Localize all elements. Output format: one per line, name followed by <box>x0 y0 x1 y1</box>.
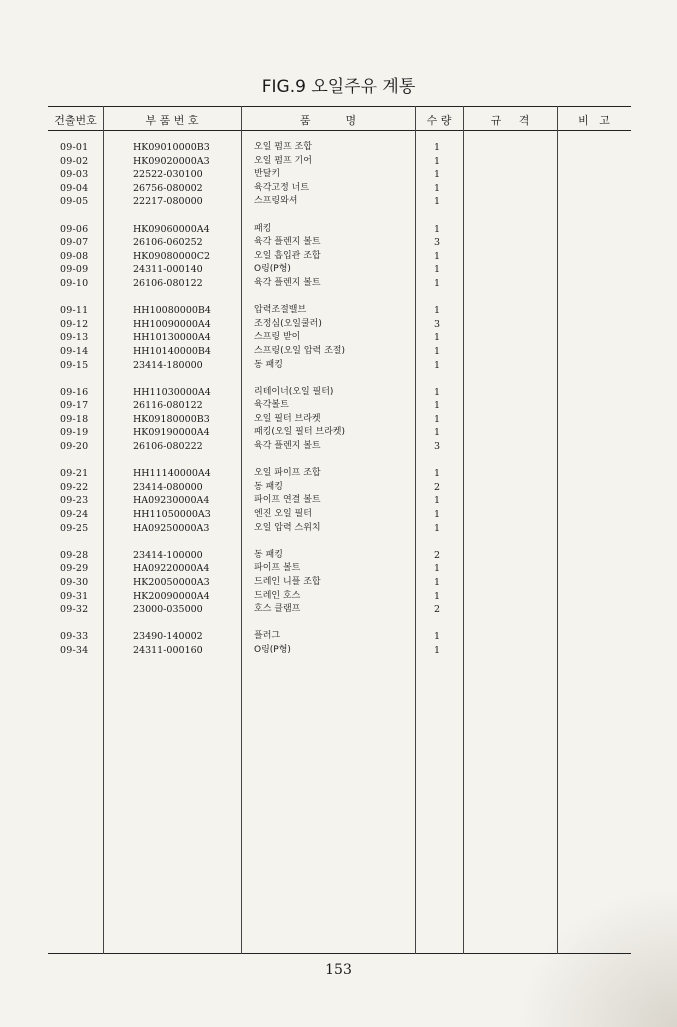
cell-part-name: 엔진 오일 필터 <box>254 509 312 520</box>
cell-part-name: 압력조절밸브 <box>254 305 307 316</box>
cell-item-no: 09-25 <box>60 522 89 534</box>
cell-part-name: 스프링 받이 <box>254 332 301 343</box>
table-row <box>48 155 631 169</box>
table-row <box>48 399 631 413</box>
table-row <box>48 494 631 508</box>
table-row <box>48 168 631 182</box>
header-qty: 수 량 <box>426 114 452 127</box>
cell-item-no: 09-12 <box>60 318 89 330</box>
cell-qty: 2 <box>433 549 441 561</box>
cell-part-no: HK09060000A4 <box>133 223 210 235</box>
cell-part-no: HK09180000B3 <box>133 413 210 425</box>
cell-part-no: HH11030000A4 <box>133 386 211 398</box>
cell-part-no: HK09010000B3 <box>133 142 210 153</box>
parts-table <box>48 106 631 954</box>
cell-qty: 1 <box>433 563 441 575</box>
cell-part-no: 24311-000160 <box>133 644 203 656</box>
cell-qty: 1 <box>433 522 441 534</box>
cell-part-name: 리테이너(오일 필터) <box>254 386 334 397</box>
cell-qty: 1 <box>433 400 441 412</box>
cell-qty: 1 <box>433 196 441 208</box>
cell-item-no: 09-30 <box>60 577 89 588</box>
cell-qty: 1 <box>433 182 441 194</box>
cell-part-name: 동 패킹 <box>254 359 283 370</box>
cell-item-no: 09-24 <box>60 509 89 521</box>
cell-item-no: 09-11 <box>60 305 89 317</box>
table-row <box>48 426 631 440</box>
cell-part-no: 26116-080122 <box>133 400 203 412</box>
cell-part-no: HK20090000A4 <box>133 590 210 602</box>
cell-part-no: HK09190000A4 <box>133 427 210 439</box>
cell-item-no: 09-19 <box>60 427 89 439</box>
table-row <box>48 386 631 400</box>
cell-part-name: 스프링와셔 <box>254 196 298 207</box>
cell-part-no: HA09220000A4 <box>133 563 210 575</box>
table-row <box>48 467 631 481</box>
table-row <box>48 481 631 495</box>
cell-item-no: 09-23 <box>60 495 89 507</box>
table-row <box>48 182 631 196</box>
cell-qty: 1 <box>433 277 441 289</box>
cell-item-no: 09-31 <box>60 590 89 602</box>
cell-qty: 3 <box>433 237 441 249</box>
cell-item-no: 09-13 <box>60 332 89 344</box>
table-row <box>48 263 631 277</box>
table-bottom-rule <box>48 953 631 954</box>
cell-qty: 1 <box>433 169 441 181</box>
cell-qty: 3 <box>433 318 441 330</box>
cell-part-name: 스프링(오일 압력 조절) <box>254 345 345 356</box>
cell-part-name: 육각볼트 <box>254 400 289 411</box>
cell-part-name: 오일 펌프 기어 <box>254 155 312 166</box>
cell-part-no: HH11140000A4 <box>133 468 211 480</box>
table-header-rule <box>48 130 631 131</box>
table-row <box>48 318 631 332</box>
cell-part-name: 육각고정 너트 <box>254 182 310 193</box>
cell-item-no: 09-06 <box>60 223 89 235</box>
cell-part-name: 오일 펌프 조합 <box>254 142 312 152</box>
cell-part-no: 26106-080122 <box>133 277 203 289</box>
table-row <box>48 549 631 563</box>
table-row <box>48 236 631 250</box>
cell-qty: 1 <box>433 468 441 480</box>
table-row <box>48 590 631 604</box>
cell-qty: 1 <box>433 305 441 317</box>
cell-item-no: 09-01 <box>60 142 89 153</box>
header-no: 건출번호 <box>54 114 97 127</box>
cell-item-no: 09-34 <box>60 644 89 656</box>
cell-item-no: 09-16 <box>60 386 89 398</box>
cell-qty: 1 <box>433 250 441 262</box>
cell-item-no: 09-09 <box>60 264 89 276</box>
cell-qty: 1 <box>433 427 441 439</box>
cell-item-no: 09-29 <box>60 563 89 575</box>
cell-part-name: O링(P형) <box>254 644 291 655</box>
cell-qty: 1 <box>433 495 441 507</box>
cell-part-no: 22522-030100 <box>133 169 203 181</box>
cell-qty: 2 <box>433 481 441 493</box>
cell-qty: 3 <box>433 441 441 453</box>
table-row <box>48 141 631 155</box>
cell-item-no: 09-28 <box>60 549 89 561</box>
cell-qty: 1 <box>433 644 441 656</box>
cell-item-no: 09-10 <box>60 277 89 289</box>
cell-item-no: 09-14 <box>60 345 89 357</box>
cell-item-no: 09-33 <box>60 631 89 643</box>
table-row <box>48 603 631 617</box>
table-row <box>48 304 631 318</box>
cell-part-name: 드레인 니플 조합 <box>254 577 321 587</box>
cell-qty: 1 <box>433 509 441 521</box>
table-row <box>48 223 631 237</box>
cell-part-name: 오일 흡입관 조합 <box>254 250 321 261</box>
cell-part-name: 오일 파이프 조합 <box>254 468 321 479</box>
cell-part-no: HK09080000C2 <box>133 250 211 262</box>
cell-part-no: 26106-080222 <box>133 441 203 453</box>
cell-qty: 1 <box>433 264 441 276</box>
cell-item-no: 09-20 <box>60 441 89 453</box>
page-title: FIG.9 오일주유 계통 <box>261 77 416 97</box>
cell-part-no: HH10080000B4 <box>133 305 211 317</box>
cell-part-name: 드레인 호스 <box>254 590 301 601</box>
cell-item-no: 09-32 <box>60 604 89 616</box>
cell-part-no: 26756-080002 <box>133 182 203 194</box>
cell-item-no: 09-03 <box>60 169 89 181</box>
cell-item-no: 09-05 <box>60 196 89 208</box>
cell-item-no: 09-08 <box>60 250 89 262</box>
page-number: 153 <box>325 962 352 978</box>
cell-part-name: O링(P형) <box>254 264 291 275</box>
table-row <box>48 508 631 522</box>
table-row <box>48 345 631 359</box>
cell-part-name: 패킹(오일 필터 브라켓) <box>254 427 345 438</box>
cell-item-no: 09-21 <box>60 468 89 480</box>
header-part-no: 부 품 번 호 <box>145 114 199 127</box>
cell-qty: 1 <box>433 332 441 344</box>
cell-qty: 1 <box>433 345 441 357</box>
cell-item-no: 09-17 <box>60 400 89 412</box>
cell-part-name: 오일 압력 스위치 <box>254 522 321 533</box>
cell-qty: 1 <box>433 142 441 153</box>
table-row <box>48 359 631 373</box>
cell-qty: 1 <box>433 223 441 235</box>
cell-part-no: HK20050000A3 <box>133 577 210 588</box>
header-spec: 규 격 <box>490 114 530 127</box>
table-row <box>48 630 631 644</box>
cell-part-name: 파이프 연결 볼트 <box>254 495 321 506</box>
cell-part-no: HH10140000B4 <box>133 345 211 357</box>
cell-part-no: 23000-035000 <box>133 604 203 616</box>
cell-item-no: 09-07 <box>60 237 89 249</box>
cell-qty: 2 <box>433 604 441 616</box>
cell-qty: 1 <box>433 413 441 425</box>
cell-part-no: 23414-180000 <box>133 359 203 371</box>
table-row <box>48 250 631 264</box>
cell-item-no: 09-04 <box>60 182 89 194</box>
cell-part-no: HA09230000A4 <box>133 495 210 507</box>
table-row <box>48 277 631 291</box>
table-row <box>48 562 631 576</box>
cell-part-name: 동 패킹 <box>254 481 283 492</box>
cell-qty: 1 <box>433 577 441 588</box>
header-name: 품 명 <box>299 114 357 127</box>
cell-item-no: 09-18 <box>60 413 89 425</box>
cell-part-name: 동 패킹 <box>254 549 283 560</box>
cell-qty: 1 <box>433 359 441 371</box>
cell-part-no: HH11050000A3 <box>133 509 211 521</box>
table-row <box>48 440 631 454</box>
cell-part-name: 육각 플렌지 볼트 <box>254 237 321 248</box>
header-remark: 비 고 <box>578 114 610 127</box>
table-row <box>48 195 631 209</box>
cell-part-name: 패킹 <box>254 223 272 234</box>
cell-part-no: 23414-100000 <box>133 549 203 561</box>
cell-part-name: 호스 클램프 <box>254 604 301 615</box>
cell-item-no: 09-15 <box>60 359 89 371</box>
cell-part-no: 22217-080000 <box>133 196 203 208</box>
cell-part-name: 오일 필터 브라켓 <box>254 413 321 424</box>
cell-part-no: HK09020000A3 <box>133 155 210 167</box>
table-row <box>48 522 631 536</box>
table-top-rule <box>48 106 631 107</box>
table-row <box>48 644 631 658</box>
cell-item-no: 09-02 <box>60 155 89 167</box>
cell-part-no: HH10090000A4 <box>133 318 211 330</box>
cell-part-no: HH10130000A4 <box>133 332 211 344</box>
cell-part-no: 23414-080000 <box>133 481 203 493</box>
cell-part-no: 23490-140002 <box>133 631 203 643</box>
cell-part-no: 24311-000140 <box>133 264 203 276</box>
cell-part-name: 조정심(오일쿨러) <box>254 318 322 329</box>
cell-part-no: 26106-060252 <box>133 237 203 249</box>
cell-part-name: 육각 플렌지 볼트 <box>254 441 321 452</box>
cell-qty: 1 <box>433 386 441 398</box>
cell-qty: 1 <box>433 631 441 643</box>
cell-part-name: 파이프 볼트 <box>254 563 301 574</box>
cell-item-no: 09-22 <box>60 481 89 493</box>
cell-part-no: HA09250000A3 <box>133 522 210 534</box>
table-body <box>48 141 631 658</box>
cell-part-name: 육각 플렌지 볼트 <box>254 277 321 288</box>
table-row <box>48 576 631 590</box>
table-row <box>48 331 631 345</box>
table-row <box>48 413 631 427</box>
cell-part-name: 반달키 <box>254 169 281 180</box>
cell-qty: 1 <box>433 590 441 602</box>
cell-part-name: 플러그 <box>254 631 281 642</box>
cell-qty: 1 <box>433 155 441 167</box>
